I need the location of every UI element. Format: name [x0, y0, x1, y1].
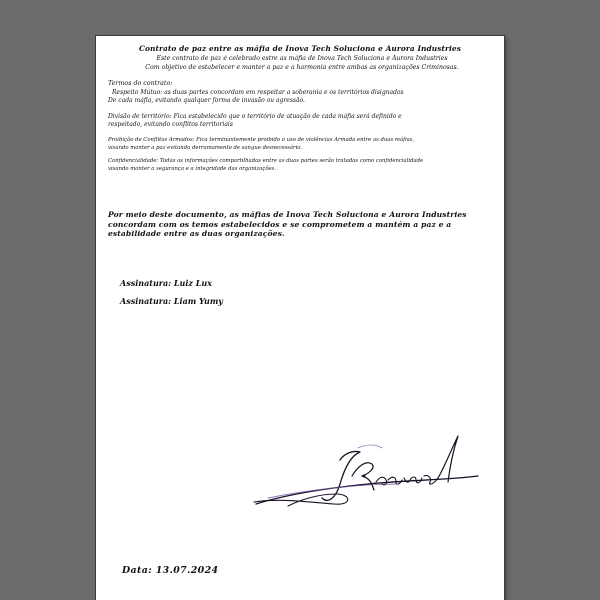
clause-line: visando manter a segurança e a integridade das organizações.	[108, 165, 277, 172]
closing-line: concordam com os temos estabelecidos e se comprometem a mantém a paz e a	[108, 219, 452, 229]
intro-line: Este contrato de paz é celebrado estre as máfia de Inova Tech Soluciona e Aurora Industries	[156, 55, 448, 62]
clause-divisao-territorio	[108, 113, 496, 130]
clause-confidencialidade	[108, 158, 496, 173]
clause-line: Divisão de território: Fica estabelecido que o território de atuação de cada máfia será definido e	[108, 113, 402, 120]
clause-line: De cada máfia, evitando qualquer forma de invasão ou agressão.	[108, 97, 305, 105]
intro-paragraph	[110, 54, 494, 72]
clause-line: respeitado, evitando conflitos territoriais	[108, 121, 233, 129]
signature-liam-yumy: Assinatura: Liam Yumy	[120, 296, 223, 306]
terms-heading: Termos do contrato:	[108, 80, 173, 87]
clause-respeito-mutuo	[108, 89, 496, 106]
closing-paragraph	[108, 210, 496, 239]
clause-line: Confidencialidade: Todas as informações compartilhadas entre as duas partes serão tratadas como confidencialidade	[108, 158, 424, 164]
document-date: Data: 13.07.2024	[122, 565, 219, 576]
clause-line: visando manter a paz evitando derramamento de sangue desnecessário.	[108, 144, 303, 151]
intro-line: Com objetivo de estabelecer e manter a paz e a harmonia entre ambas as organizações Criminosas.	[145, 64, 459, 71]
clause-line: Proibição de Conflitos Armados: Fica terminantemente proibido o uso de violências Armada entre as duas máfias,	[108, 137, 415, 143]
document-title: Contrato de paz entre as máfia de Inova Tech Soluciona e Aurora Industries	[139, 44, 461, 53]
document-page	[96, 36, 504, 600]
handwritten-signature	[248, 418, 484, 524]
signature-luiz-lux: Assinatura: Luiz Lux	[120, 278, 212, 288]
closing-line: estabilidade entre as duas organizações.	[108, 229, 285, 239]
clause-proibicao-conflitos	[108, 137, 496, 152]
closing-line: Por meio deste documento, as máfias de Inova Tech Soluciona e Aurora Industries	[108, 210, 467, 219]
clause-line: Respeito Mútuo: as duas partes concordam em respeitar a soberania e os territórios disignados	[112, 89, 404, 96]
